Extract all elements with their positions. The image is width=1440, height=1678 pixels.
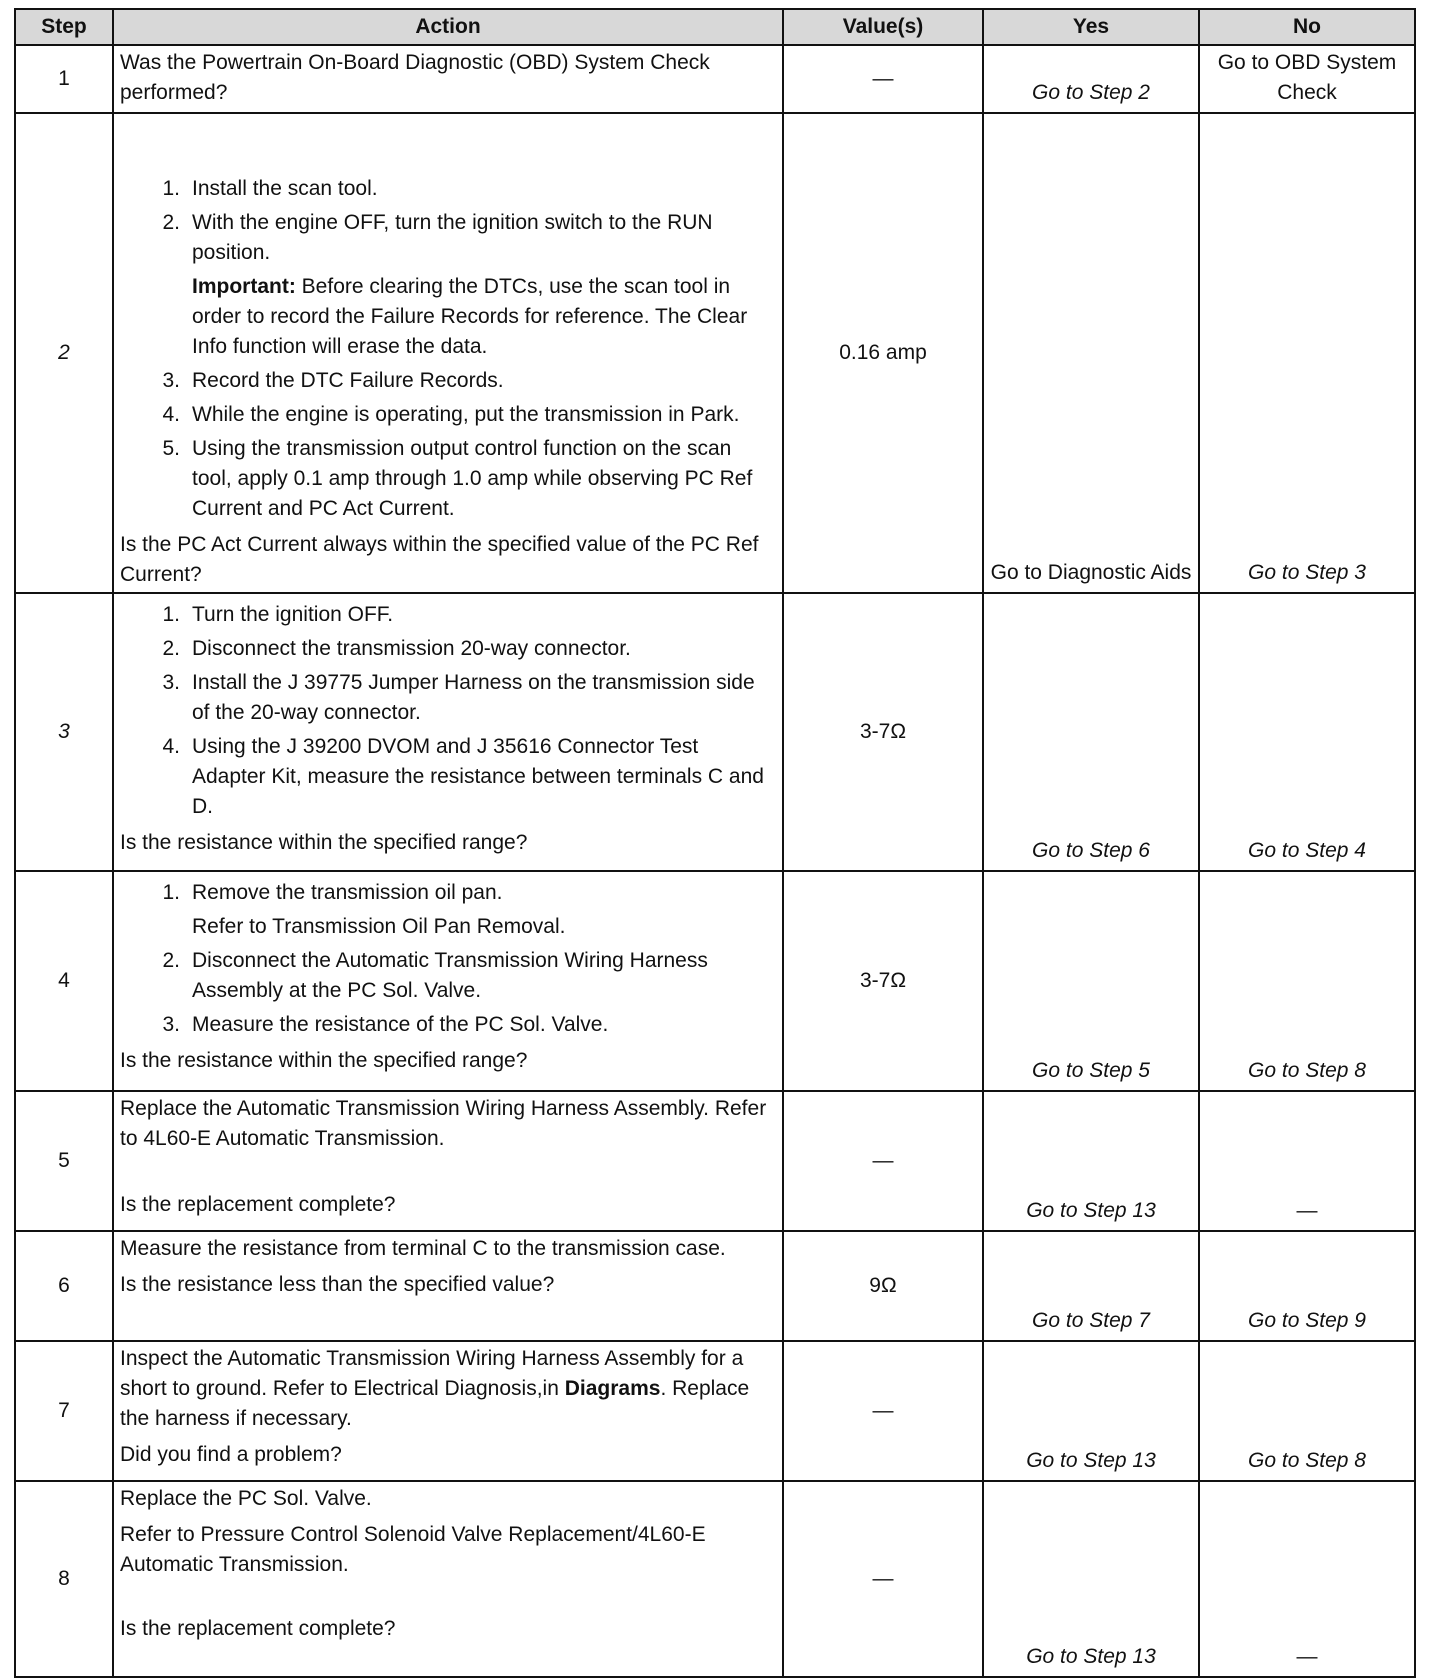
header-values: Value(s) bbox=[783, 9, 983, 45]
step-number: 8 bbox=[15, 1481, 113, 1677]
question-text: Is the PC Act Current always within the specified value of the PC Ref Current? bbox=[120, 533, 759, 586]
action-text-pre: Inspect the Automatic Transmission Wiring Harness Assembly for a short to ground. Refer to Electrical Diagnosis,in bbox=[120, 1347, 744, 1400]
item-text: Disconnect the Automatic Transmission Wiring Harness Assembly at the PC Sol. Valve. bbox=[192, 949, 708, 1002]
item-number: 2. bbox=[162, 637, 180, 660]
list-item bbox=[120, 878, 776, 908]
yes-cell: Go to Step 5 bbox=[983, 871, 1199, 1091]
value-cell: 9Ω bbox=[783, 1231, 983, 1341]
refer-text: Refer to Pressure Control Solenoid Valve Replacement/4L60-E Automatic Transmission. bbox=[120, 1523, 706, 1576]
diagrams-link-text: Diagrams bbox=[564, 1377, 661, 1400]
question-text: Is the replacement complete? bbox=[120, 1193, 396, 1216]
item-number: 3. bbox=[162, 1013, 180, 1036]
action-cell bbox=[113, 1231, 783, 1341]
action-cell bbox=[113, 1341, 783, 1481]
item-text: Using the J 39200 DVOM and J 35616 Connector Test Adapter Kit, measure the resistance between terminals C and D. bbox=[192, 735, 764, 818]
table-row-step-1 bbox=[15, 45, 1415, 113]
item-text: Record the DTC Failure Records. bbox=[192, 369, 504, 392]
action-text: Was the Powertrain On-Board Diagnostic (OBD) System Check performed? bbox=[120, 51, 710, 104]
value-cell: — bbox=[783, 45, 983, 113]
value-cell: 0.16 amp bbox=[783, 113, 983, 593]
step-number: 7 bbox=[15, 1341, 113, 1481]
header-row bbox=[15, 9, 1415, 45]
item-number: 3. bbox=[162, 369, 180, 392]
no-cell: Go to Step 3 bbox=[1199, 113, 1415, 593]
item-number: 1. bbox=[162, 881, 180, 904]
question-text: Is the resistance within the specified range? bbox=[120, 831, 528, 854]
step-number: 4 bbox=[15, 871, 113, 1091]
item-text: With the engine OFF, turn the ignition switch to the RUN position. bbox=[192, 211, 713, 264]
no-cell: Go to Step 9 bbox=[1199, 1231, 1415, 1341]
diagnostic-table bbox=[14, 8, 1416, 1678]
step-number: 3 bbox=[15, 593, 113, 871]
yes-cell: Go to Step 6 bbox=[983, 593, 1199, 871]
item-number: 4. bbox=[162, 403, 180, 426]
action-cell bbox=[113, 1091, 783, 1231]
action-cell bbox=[113, 45, 783, 113]
refer-note: Refer to Transmission Oil Pan Removal. bbox=[192, 915, 566, 938]
header-action: Action bbox=[113, 9, 783, 45]
no-cell: Go to Step 4 bbox=[1199, 593, 1415, 871]
question-text: Did you find a problem? bbox=[120, 1443, 342, 1466]
list-item bbox=[120, 668, 776, 728]
list-item bbox=[120, 434, 776, 524]
value-cell: 3-7Ω bbox=[783, 871, 983, 1091]
table-row-step-7 bbox=[15, 1341, 1415, 1481]
item-number: 5. bbox=[162, 437, 180, 460]
list-item bbox=[120, 400, 776, 430]
header-yes: Yes bbox=[983, 9, 1199, 45]
list-item bbox=[120, 208, 776, 268]
list-item bbox=[120, 600, 776, 630]
no-cell: Go to OBD System Check bbox=[1199, 45, 1415, 113]
list-item bbox=[120, 732, 776, 822]
action-text bbox=[120, 1344, 776, 1434]
action-text: Measure the resistance from terminal C to the transmission case. bbox=[120, 1237, 726, 1260]
action-text: Replace the Automatic Transmission Wiring Harness Assembly. Refer to 4L60-E Automatic Transmission. bbox=[120, 1097, 767, 1150]
table-row-step-3 bbox=[15, 593, 1415, 871]
important-label: Important: bbox=[192, 275, 296, 298]
yes-cell: Go to Step 7 bbox=[983, 1231, 1199, 1341]
value-cell: 3-7Ω bbox=[783, 593, 983, 871]
diagnostic-table-container bbox=[14, 8, 1414, 1678]
item-text: Turn the ignition OFF. bbox=[192, 603, 394, 626]
item-number: 1. bbox=[162, 177, 180, 200]
item-text: Remove the transmission oil pan. bbox=[192, 881, 503, 904]
value-cell: — bbox=[783, 1481, 983, 1677]
no-cell: — bbox=[1199, 1091, 1415, 1231]
action-cell bbox=[113, 593, 783, 871]
table-row-step-2 bbox=[15, 113, 1415, 593]
table-row-step-8 bbox=[15, 1481, 1415, 1677]
item-text: Install the scan tool. bbox=[192, 177, 378, 200]
action-text: Replace the PC Sol. Valve. bbox=[120, 1487, 372, 1510]
list-item bbox=[120, 1010, 776, 1040]
item-number: 3. bbox=[162, 671, 180, 694]
question-text: Is the resistance within the specified range? bbox=[120, 1049, 528, 1072]
action-cell bbox=[113, 113, 783, 593]
question-text: Is the resistance less than the specified value? bbox=[120, 1273, 555, 1296]
no-cell: Go to Step 8 bbox=[1199, 1341, 1415, 1481]
item-number: 1. bbox=[162, 603, 180, 626]
step-number: 6 bbox=[15, 1231, 113, 1341]
step-number: 5 bbox=[15, 1091, 113, 1231]
item-text: While the engine is operating, put the transmission in Park. bbox=[192, 403, 740, 426]
question-text: Is the replacement complete? bbox=[120, 1617, 396, 1640]
action-text-post: . Replace the harness if necessary. bbox=[120, 1377, 750, 1430]
item-number: 2. bbox=[162, 211, 180, 234]
important-text: Before clearing the DTCs, use the scan tool in order to record the Failure Records for reference. The Clear Info function will erase the data. bbox=[192, 275, 748, 358]
step-number: 1 bbox=[15, 45, 113, 113]
item-number: 2. bbox=[162, 949, 180, 972]
list-item bbox=[120, 634, 776, 664]
item-text: Using the transmission output control function on the scan tool, apply 0.1 amp through 1.0 amp while observing PC Ref Current and PC Act Current. bbox=[192, 437, 753, 520]
table-row-step-4 bbox=[15, 871, 1415, 1091]
list-item bbox=[120, 946, 776, 1006]
item-number: 4. bbox=[162, 735, 180, 758]
header-no: No bbox=[1199, 9, 1415, 45]
value-cell: — bbox=[783, 1341, 983, 1481]
step-number: 2 bbox=[15, 113, 113, 593]
list-item bbox=[120, 366, 776, 396]
no-cell: — bbox=[1199, 1481, 1415, 1677]
list-item bbox=[120, 174, 776, 204]
table-row-step-6 bbox=[15, 1231, 1415, 1341]
value-cell: — bbox=[783, 1091, 983, 1231]
yes-cell: Go to Step 13 bbox=[983, 1341, 1199, 1481]
header-step: Step bbox=[15, 9, 113, 45]
table-row-step-5 bbox=[15, 1091, 1415, 1231]
yes-cell: Go to Step 13 bbox=[983, 1091, 1199, 1231]
yes-cell: Go to Step 13 bbox=[983, 1481, 1199, 1677]
yes-cell: Go to Diagnostic Aids bbox=[983, 113, 1199, 593]
item-text: Measure the resistance of the PC Sol. Valve. bbox=[192, 1013, 609, 1036]
yes-cell: Go to Step 2 bbox=[983, 45, 1199, 113]
item-text: Disconnect the transmission 20-way connector. bbox=[192, 637, 631, 660]
important-note bbox=[192, 272, 776, 362]
action-cell bbox=[113, 871, 783, 1091]
item-text: Install the J 39775 Jumper Harness on the transmission side of the 20-way connector. bbox=[192, 671, 755, 724]
action-cell bbox=[113, 1481, 783, 1677]
no-cell: Go to Step 8 bbox=[1199, 871, 1415, 1091]
